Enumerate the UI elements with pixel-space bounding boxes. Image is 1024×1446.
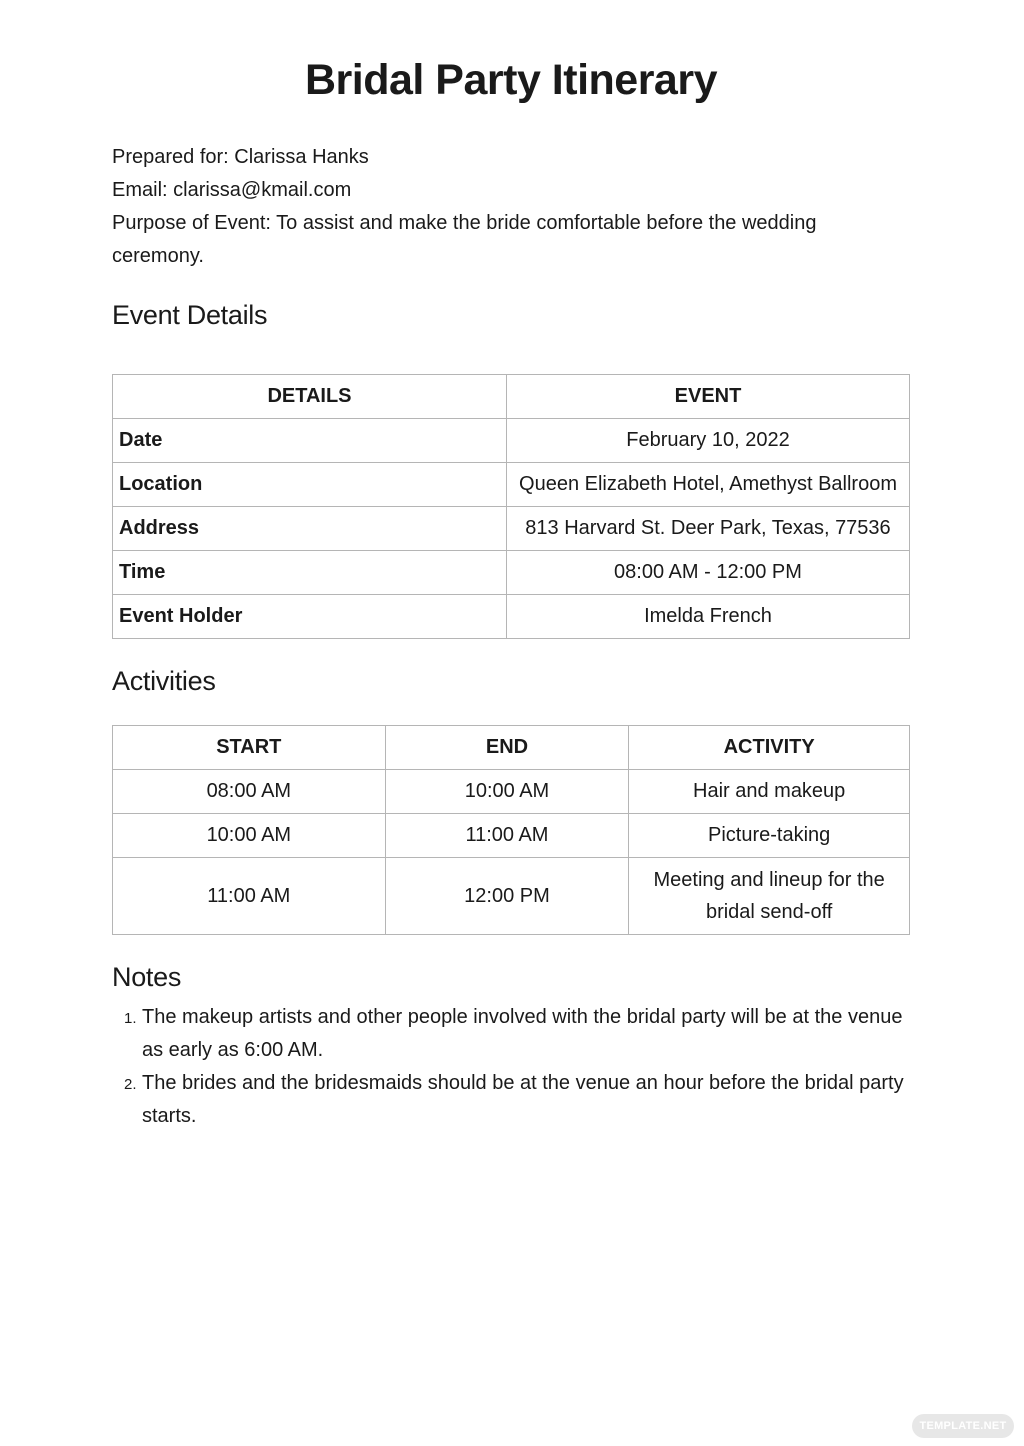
activities-table (112, 725, 910, 935)
column-header-activity: ACTIVITY (629, 726, 910, 770)
activity-end: 10:00 AM (385, 770, 629, 814)
event-details-table (112, 374, 910, 639)
table-header-row (113, 375, 910, 419)
detail-label: Time (113, 551, 507, 595)
table-row (113, 770, 910, 814)
table-row (113, 551, 910, 595)
activity-name: Hair and makeup (629, 770, 910, 814)
table-row (113, 507, 910, 551)
table-row (113, 595, 910, 639)
activity-start: 11:00 AM (113, 858, 386, 935)
prepared-for: Prepared for: Clarissa Hanks (112, 146, 369, 168)
table-row (113, 858, 910, 935)
table-row (113, 463, 910, 507)
event-details-heading: Event Details (112, 300, 268, 330)
list-item (112, 1001, 910, 1067)
notes-list (112, 1001, 910, 1133)
column-header-details: DETAILS (113, 375, 507, 419)
activity-start: 08:00 AM (113, 770, 386, 814)
activities-heading: Activities (112, 666, 216, 696)
column-header-event: EVENT (507, 375, 910, 419)
note-text: The brides and the bridesmaids should be at the venue an hour before the bridal party starts. (142, 1072, 904, 1127)
activity-start: 10:00 AM (113, 814, 386, 858)
column-header-start: START (113, 726, 386, 770)
detail-value: February 10, 2022 (507, 419, 910, 463)
activity-end: 12:00 PM (385, 858, 629, 935)
list-number: 2. (124, 1076, 137, 1093)
detail-value: 08:00 AM - 12:00 PM (507, 551, 910, 595)
activity-end: 11:00 AM (385, 814, 629, 858)
activity-name: Picture-taking (629, 814, 910, 858)
intro-block (112, 141, 910, 273)
detail-label: Address (113, 507, 507, 551)
detail-label: Date (113, 419, 507, 463)
detail-label: Location (113, 463, 507, 507)
activity-name: Meeting and lineup for the bridal send-off (629, 858, 910, 935)
detail-value: 813 Harvard St. Deer Park, Texas, 77536 (507, 507, 910, 551)
template-watermark: TEMPLATE.NET (912, 1414, 1014, 1438)
table-row (113, 814, 910, 858)
notes-heading: Notes (112, 962, 182, 992)
email: Email: clarissa@kmail.com (112, 179, 352, 201)
detail-label: Event Holder (113, 595, 507, 639)
purpose: Purpose of Event: To assist and make the bride comfortable before the wedding ceremony. (112, 212, 817, 267)
detail-value: Queen Elizabeth Hotel, Amethyst Ballroom (507, 463, 910, 507)
list-item (112, 1067, 910, 1133)
table-row (113, 419, 910, 463)
column-header-end: END (385, 726, 629, 770)
table-header-row (113, 726, 910, 770)
page-title: Bridal Party Itinerary (304, 56, 717, 104)
note-text: The makeup artists and other people involved with the bridal party will be at the venue as early as 6:00 AM. (142, 1006, 903, 1061)
list-number: 1. (124, 1010, 137, 1027)
detail-value: Imelda French (507, 595, 910, 639)
